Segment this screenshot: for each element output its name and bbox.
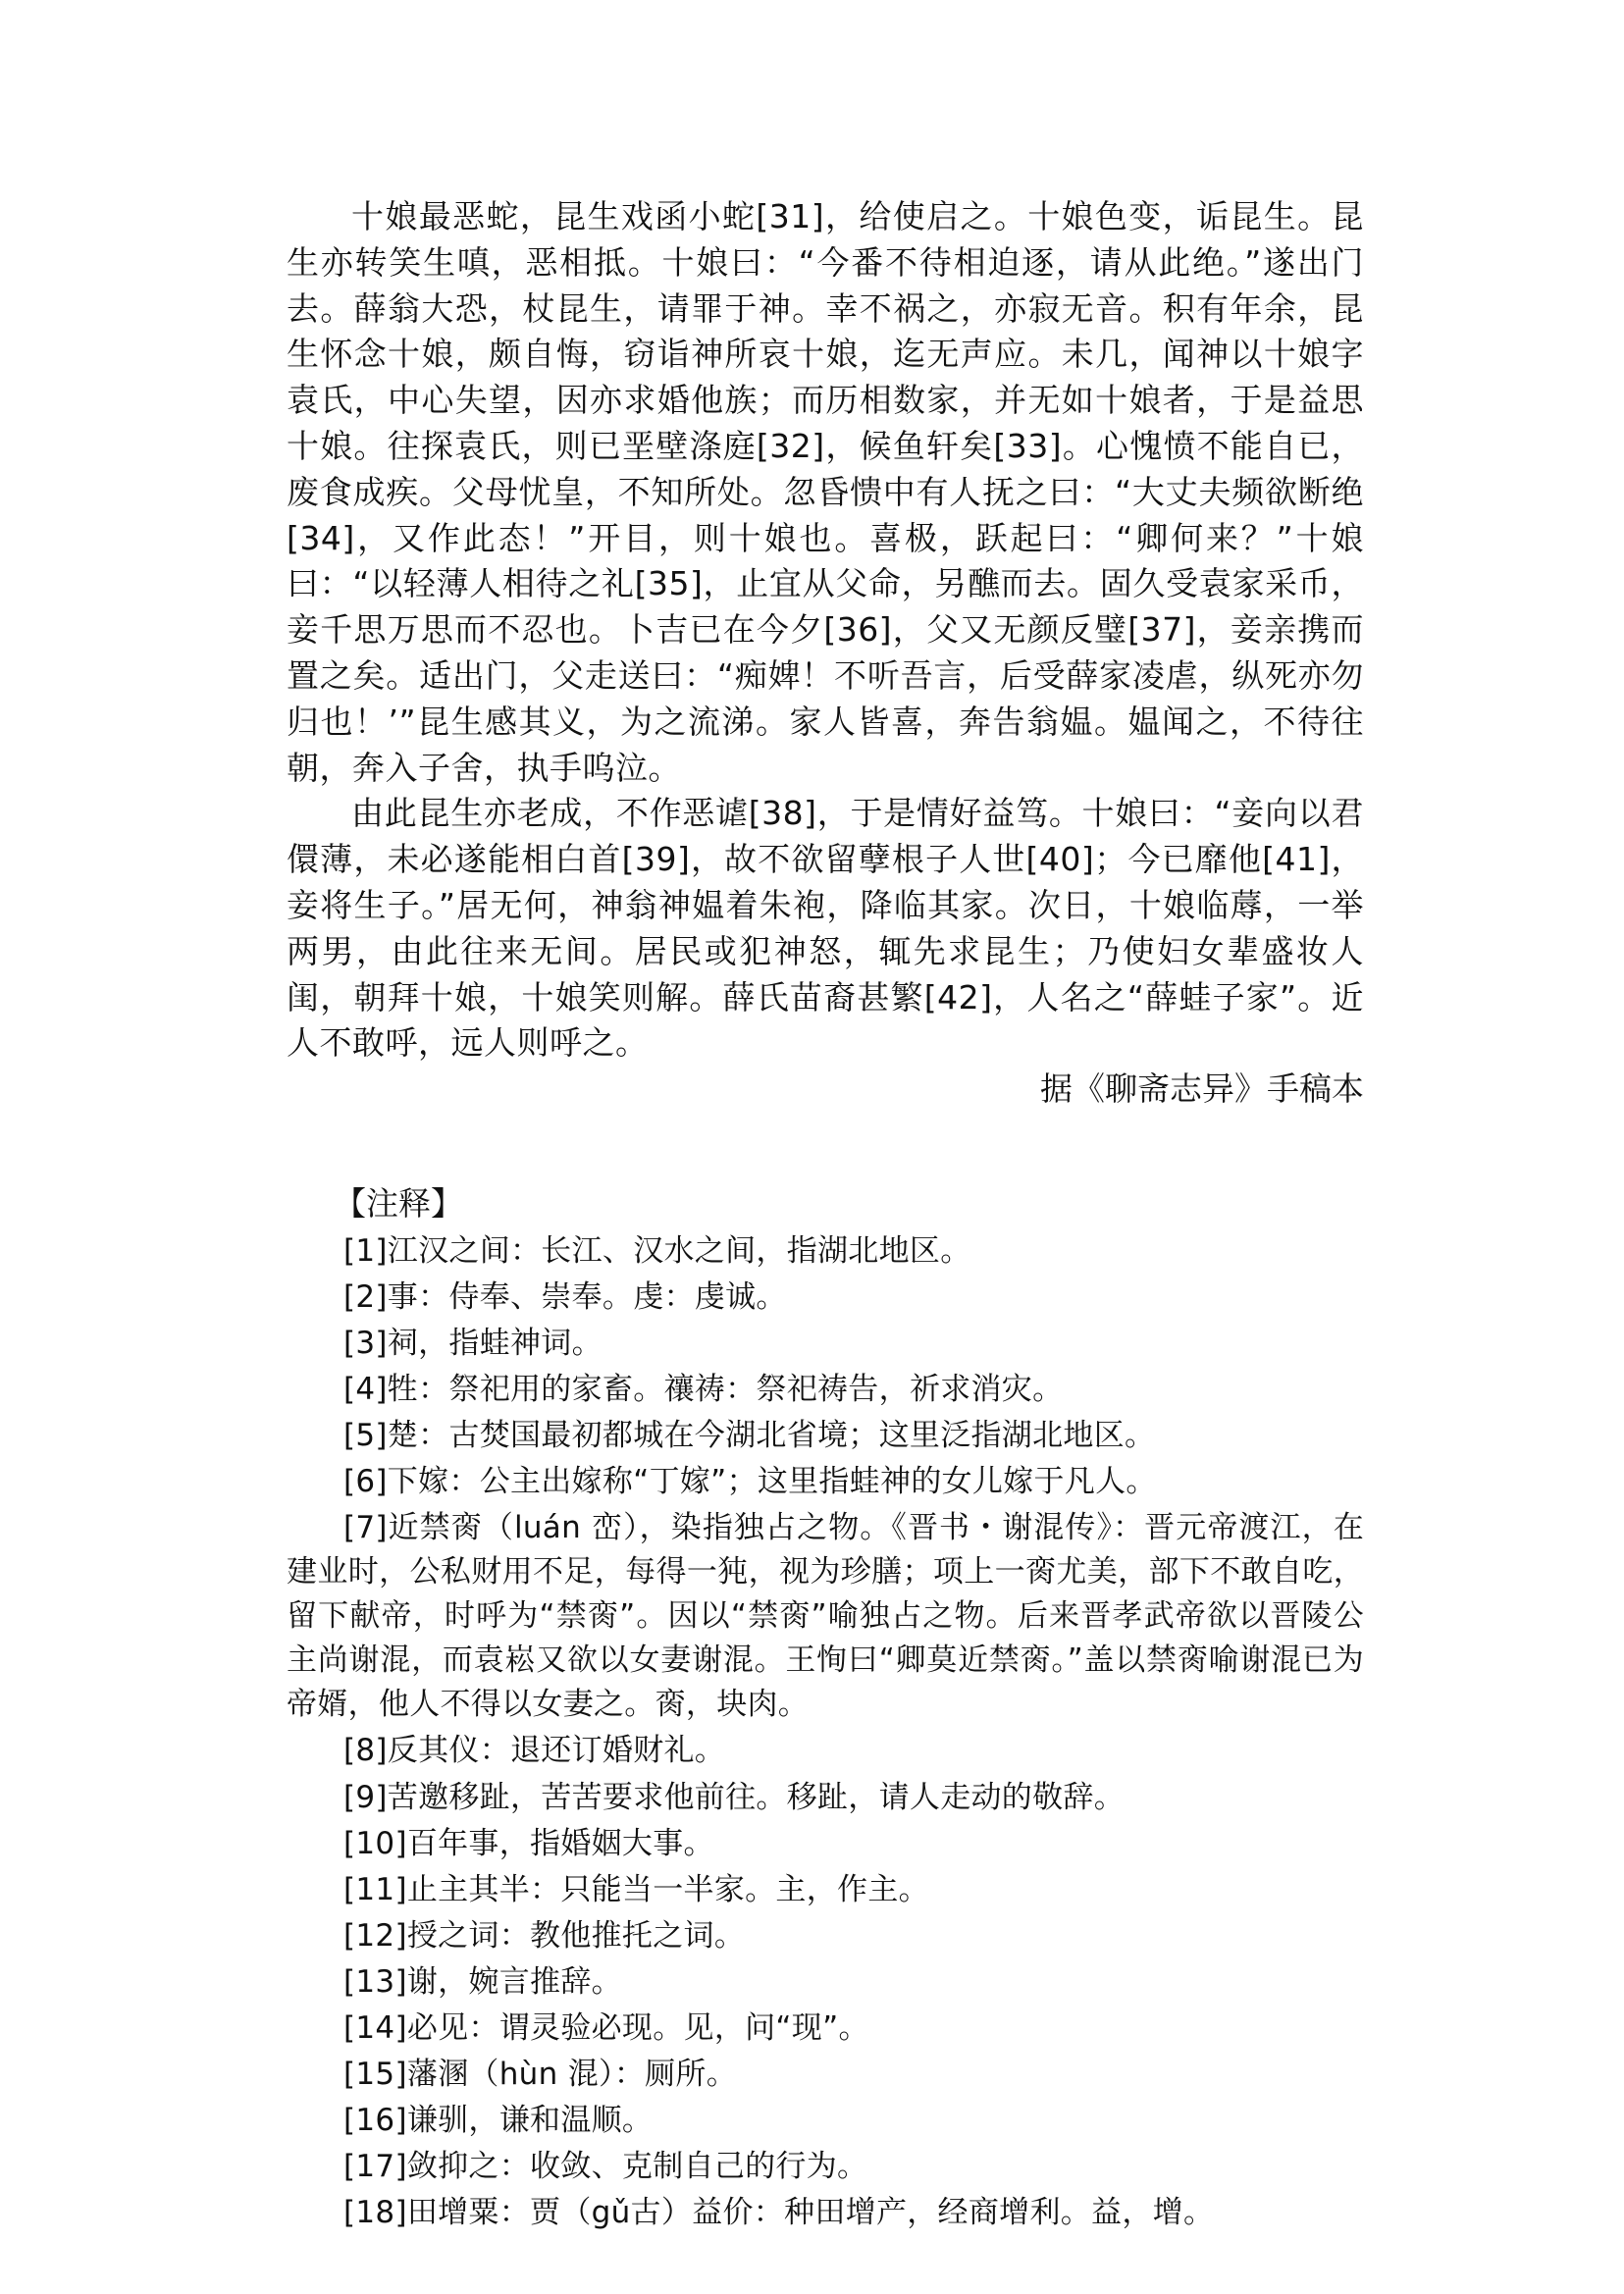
note-item: [3]祠，指蛙神词。 [343, 1326, 602, 1362]
note-item: [7]近禁脔（luán 峦），染指独占之物。《晋书・谢混传》：晋元帝渡江，在建业时，公私财用不足，每得一㹠，视为珍膳；项上一脔尤美，部下不敢自吃，留下献帝，时呼为“禁脔”。因以“禁脔”喻独占之物。后来晋孝武帝欲以晋陵公主尚谢混，而袁崧又欲以女妻谢混。王恂曰“卿莫近禁脔。”盖以禁脔喻谢混已为帝婿，他人不得以女妻之。脔，块肉。 [287, 1510, 1364, 1723]
note-item: [6]下嫁：公主出嫁称“丁嫁”；这里指蛙神的女儿嫁于凡人。 [343, 1464, 1157, 1500]
note-item: [9]苦邀移趾，苦苦要求他前往。移趾，请人走动的敬辞。 [343, 1779, 1126, 1815]
text-block [287, 194, 1364, 2235]
note-item: [5]楚：古焚国最初都城在今湖北省境；这里泛指湖北地区。 [343, 1418, 1156, 1454]
note-item: [17]敛抑之：收敛、克制自己的行为。 [343, 2149, 868, 2185]
note-item: [8]反其仪：退还订婚财礼。 [343, 1733, 726, 1769]
note-item: [13]谢，婉言推辞。 [343, 1963, 622, 2000]
note-item: [4]牲：祭祀用的家畜。禳祷：祭祀祷告，祈求消灾。 [343, 1372, 1064, 1408]
note-item: [10]百年事，指婚姻大事。 [343, 1825, 714, 1861]
note-item: [2]事：侍奉、崇奉。虔：虔诚。 [343, 1278, 787, 1315]
note-item: [14]必见：谓灵验必现。见，问“现”。 [343, 2010, 869, 2047]
note-item: [15]藩溷（hùn 混）：厕所。 [343, 2057, 738, 2093]
notes-heading: 【注释】 [334, 1183, 463, 1223]
note-item: [11]止主其半：只能当一半家。主，作主。 [343, 1871, 929, 1907]
note-item: [16]谦驯，谦和温顺。 [343, 2103, 654, 2139]
story-paragraph-2: 由此昆生亦老成，不作恶谑[38]，于是情好益笃。十娘曰：“妾向以君儇薄，未必遂能相白首[39]，故不欲留孽根子人世[40]；今已靡他[41]，妾将生子。”居无何，神翁神媪着朱袍，降临其家。次日，十娘临蓐，一举两男，由此往来无间。居民或犯神怒，辄先求昆生；乃使妇女辈盛妆人闺，朝拜十娘，十娘笑则解。薛氏苗裔甚繁[42]，人名之“薛蛙子家”。近人不敢呼，远人则呼之。 [287, 794, 1364, 1063]
story-paragraph-1: 十娘最恶蛇，昆生戏函小蛇[31]，给使启之。十娘色变，诟昆生。昆生亦转笑生嗔，恶相抵。十娘曰：“今番不待相迫逐，请从此绝。”遂出门去。薛翁大恐，杖昆生，请罪于神。幸不祸之，亦寂无音。积有年余，昆生怀念十娘，颇自悔，窃诣神所哀十娘，迄无声应。未几，闻神以十娘字袁氏，中心失望，因亦求婚他族；而历相数家，并无如十娘者，于是益思十娘。往探袁氏，则已垩壁涤庭[32]，候鱼轩矣[33]。心愧愤不能自已，废食成疾。父母忧皇，不知所处。忽昏愦中有人抚之曰：“大丈夫频欲断绝[34]，又作此态！”开目，则十娘也。喜极，跃起曰：“卿何来？”十娘曰：“以轻薄人相待之礼[35]，止宜从父命，另醮而去。固久受袁家采币，妾千思万思而不忍也。卜吉已在今夕[36]，父又无颜反璧[37]，妾亲携而置之矣。适出门，父走送曰：“痴婢！不听吾言，后受薛家凌虐，纵死亦勿归也！’”昆生感其义，为之流涕。家人皆喜，奔告翁媪。媪闻之，不待往朝，奔入子舍，执手呜泣。 [287, 197, 1364, 787]
source-citation: 据《聊斋志异》手稿本 [1040, 1069, 1364, 1109]
note-item: [1]江汉之间：长江、汉水之间，指湖北地区。 [343, 1232, 971, 1269]
note-item: [12]授之词：教他推托之词。 [343, 1917, 746, 1954]
note-item: [18]田增粟：贾（gǔ古）益价：种田增产，经商增利。益，增。 [343, 2195, 1215, 2231]
